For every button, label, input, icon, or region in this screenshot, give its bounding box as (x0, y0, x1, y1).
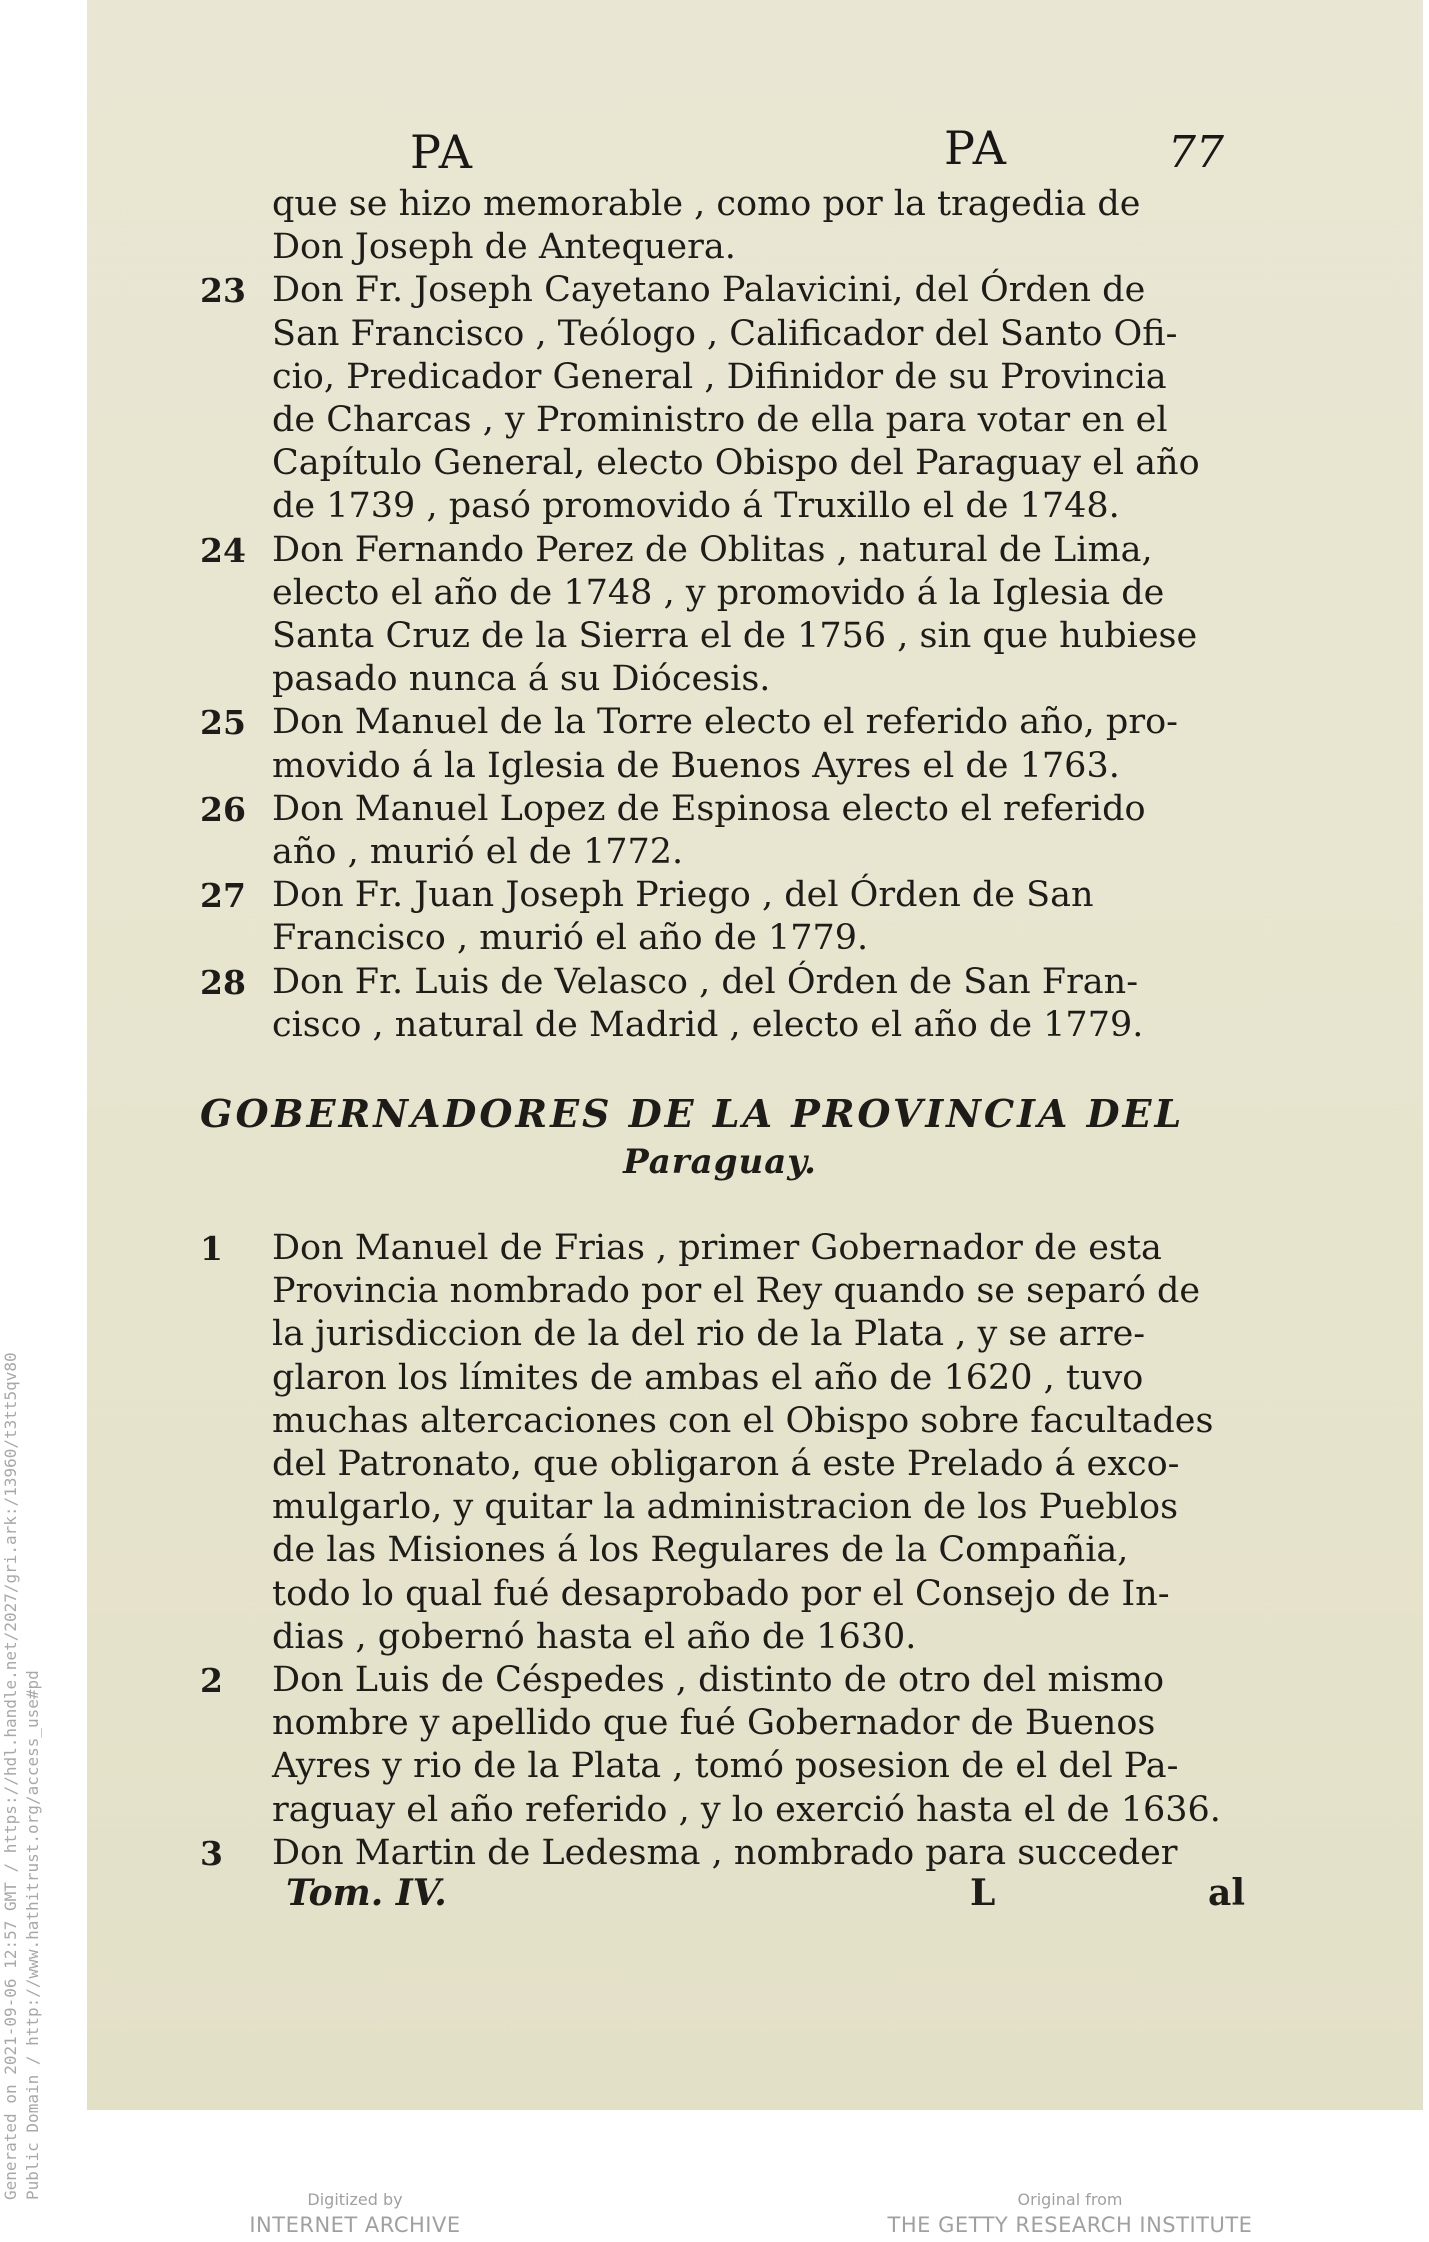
text-line: de 1739 , pasó promovido á Truxillo el de 1748. (272, 486, 1120, 527)
header-right: PA (944, 121, 1008, 175)
entry-number: 1 (200, 1229, 223, 1268)
footer-left-big: INTERNET ARCHIVE (249, 2213, 461, 2237)
text-line: Santa Cruz de la Sierra el de 1756 , sin que hubiese (272, 616, 1198, 657)
text-line: del Patronato, que obligaron á este Prelado á exco- (272, 1444, 1180, 1485)
list-item (200, 529, 1240, 702)
section-title-line2: Paraguay. (623, 1142, 817, 1182)
section-title-line1: GOBERNADORES DE LA PROVINCIA DEL (200, 1091, 1185, 1136)
text-line: que se hizo memorable , como por la tragedia de (272, 184, 1141, 224)
text-line: Don Joseph de Antequera. (272, 227, 736, 268)
text-line: la jurisdiccion de la del rio de la Plata , y se arre- (272, 1314, 1146, 1355)
entry-number: 26 (200, 789, 246, 829)
text-line: cio, Predicador General , Difinidor de su Provincia (272, 356, 1167, 397)
header-left: PA (410, 125, 474, 179)
text-line: mulgarlo, y quitar la administracion de los Pueblos (272, 1487, 1179, 1528)
section-title (200, 1090, 1240, 1186)
text-line: Don Manuel de la Torre electo el referido año, pro- (272, 702, 1178, 743)
text-line: pasado nunca á su Diócesis. (272, 659, 771, 700)
list-item (200, 788, 1240, 874)
footer-right-small: Original from (1017, 2190, 1123, 2209)
entry-number: 25 (200, 703, 246, 743)
catchword: al (1208, 1872, 1246, 1914)
hathitrust-watermark (0, 1352, 44, 2200)
entry-number: 23 (200, 271, 246, 311)
text-line: raguay el año referido , y lo exerció hasta el de 1636. (272, 1789, 1221, 1830)
watermark-line2: Public Domain / http://www.hathitrust.org/access_use#pd (23, 1670, 42, 2200)
text-line: todo lo qual fué desaprobado por el Consejo de In- (272, 1573, 1170, 1614)
entry-number: 28 (200, 962, 246, 1002)
text-line: nombre y apellido que fué Gobernador de Buenos (272, 1703, 1156, 1744)
text-line: Francisco , murió el año de 1779. (272, 918, 869, 959)
volume-mark: Tom. IV. (286, 1872, 447, 1914)
text-line: Ayres y rio de la Plata , tomó posesion de el del Pa- (272, 1746, 1179, 1787)
footer-original-from (870, 2190, 1270, 2237)
text-line: San Francisco , Teólogo , Calificador del Santo Ofi- (272, 313, 1178, 354)
entry-number: 24 (200, 530, 246, 570)
text-line: Capítulo General, electo Obispo del Paraguay el año (272, 443, 1200, 484)
list-item (200, 1659, 1240, 1832)
signature-mark: L (970, 1872, 996, 1914)
governors-list (200, 1227, 1240, 1875)
list-item (200, 1832, 1240, 1875)
list-item (200, 874, 1240, 960)
entry-number: 2 (200, 1661, 223, 1701)
text-line: Don Martin de Ledesma , nombrado para succeder (272, 1832, 1178, 1873)
text-line: Don Manuel de Frias , primer Gobernador de esta (272, 1228, 1162, 1268)
text-line: Don Luis de Céspedes , distinto de otro del mismo (272, 1660, 1165, 1701)
text-line: dias , gobernó hasta el año de 1630. (272, 1616, 917, 1657)
entry-number: 27 (200, 876, 246, 916)
text-line: Don Fr. Juan Joseph Priego , del Órden de San (272, 875, 1094, 916)
text-line: año , murió el de 1772. (272, 832, 684, 873)
text-line: Don Manuel Lopez de Espinosa electo el referido (272, 788, 1146, 829)
list-item (200, 701, 1240, 787)
watermark-line1: Generated on 2021-09-06 12:57 GMT / https://hdl.handle.net/2027/gri.ark:/13960/t3tt5qv80 (1, 1352, 20, 2200)
entry-number: 3 (200, 1833, 223, 1873)
signature-line (0, 1872, 1429, 1916)
text-line: Provincia nombrado por el Rey quando se separó de (272, 1271, 1201, 1312)
footer-digitized-by (240, 2190, 470, 2237)
text-line: Don Fr. Joseph Cayetano Palavicini, del Órden de (272, 270, 1146, 311)
text-line: Don Fr. Luis de Velasco , del Órden de San Fran- (272, 961, 1139, 1002)
text-line: cisco , natural de Madrid , electo el año de 1779. (272, 1004, 1144, 1045)
text-line: electo el año de 1748 , y promovido á la Iglesia de (272, 572, 1165, 613)
text-line: de las Misiones á los Regulares de la Compañia, (272, 1530, 1129, 1571)
text-line: muchas altercaciones con el Obispo sobre facultades (272, 1400, 1214, 1441)
text-line: movido á la Iglesia de Buenos Ayres el de 1763. (272, 745, 1120, 786)
footer-left-small: Digitized by (307, 2190, 403, 2209)
footer-right-big: THE GETTY RESEARCH INSTITUTE (887, 2213, 1253, 2237)
text-line: glaron los límites de ambas el año de 1620 , tuvo (272, 1357, 1144, 1398)
list-item (200, 269, 1240, 528)
list-item (200, 183, 1240, 269)
page-number: 77 (1168, 127, 1224, 178)
list-item (200, 961, 1240, 1047)
text-line: de Charcas , y Proministro de ella para votar en el (272, 400, 1168, 441)
bishops-list (200, 183, 1240, 1047)
list-item (200, 1227, 1240, 1659)
text-line: Don Fernando Perez de Oblitas , natural de Lima, (272, 529, 1153, 570)
